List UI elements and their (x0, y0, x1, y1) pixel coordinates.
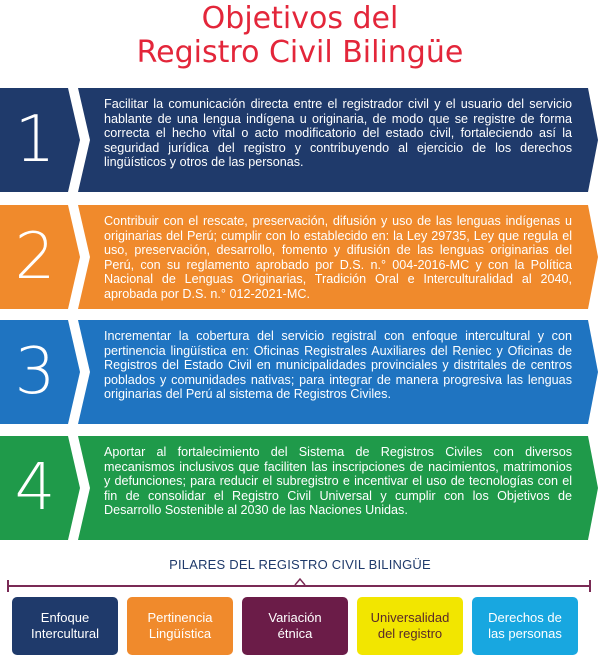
page-title (0, 0, 600, 70)
pillars-bracket (0, 572, 600, 594)
pillar-2-line-2: Lingüística (148, 626, 212, 641)
pillar-derechos-personas (472, 597, 578, 655)
pillar-enfoque-intercultural (12, 597, 118, 655)
pillar-1-line-2: Intercultural (31, 626, 99, 641)
objective-3-number: 3 (14, 335, 56, 409)
title-line-1: Objetivos del (201, 1, 399, 36)
pillar-3-line-1: Variación (268, 610, 322, 625)
objective-4-text: Aportar al fortalecimiento del Sistema de Registros Civiles con diversos mecanismos inclusivos que faciliten las inscripciones de nacimientos, matrimonios y defunciones; para reducir el subregistro e incentivar el uso de tecnologías con el fin de consolidar el Registro Civil Universal y cumplir con los Objetivos de Desarrollo Sostenible al 2030 de las Naciones Unidas. (104, 445, 572, 518)
pillar-3-line-2: étnica (277, 626, 313, 641)
objective-2-number: 2 (14, 220, 56, 294)
title-line-2: Registro Civil Bilingüe (136, 35, 464, 70)
pillar-2-line-1: Pertinencia (147, 610, 213, 625)
objective-1-number: 1 (14, 103, 56, 177)
objective-3-text: Incrementar la cobertura del servicio registral con enfoque intercultural y con pertinencia lingüística en: Oficinas Registrales Auxiliares del Reniec y Oficinas de Registros del Estado Civil en municipalidades provinciales y distritales de centros poblados y comunidades nativas; para integrar de manera progresiva las lenguas originarias del Perú al sistema de Registros Civiles. (104, 329, 572, 402)
objective-1 (0, 88, 600, 192)
pillar-4-line-2: del registro (377, 626, 443, 641)
pillar-universalidad-registro (357, 597, 463, 655)
objective-4-number: 4 (14, 451, 56, 525)
objective-2-text: Contribuir con el rescate, preservación, difusión y uso de las lenguas indígenas u originarias del Perú; cumplir con lo establecido en: la Ley 29735, Ley que regula el uso, preservación, desarrollo, fomento y difusión de las lenguas originarias del Perú, con su reglamento aprobado por D.S. n.° 004-2016-MC y con la Política Nacional de Lenguas Originarias, Tradición Oral e Interculturalidad al 2040, aprobada por D.S. n.° 012-2021-MC. (104, 214, 572, 301)
pillar-5-line-1: Derechos de (488, 610, 562, 625)
pillar-5-line-2: las personas (488, 626, 562, 641)
pillar-variacion-etnica (242, 597, 348, 655)
objective-4 (0, 436, 600, 540)
objective-3 (0, 320, 600, 424)
objective-1-text: Facilitar la comunicación directa entre el registrador civil y el usuario del servicio hablante de una lengua indígena u originaria, de modo que se registre de forma correcta el hecho vital o acto modificatorio del estado civil, fortaleciendo así la seguridad jurídica del registro y contribuyendo al ejercicio de los derechos lingüísticos y otros de las personas. (104, 97, 572, 170)
pillar-pertinencia-linguistica (127, 597, 233, 655)
pillars-title: PILARES DEL REGISTRO CIVIL BILINGÜE (169, 557, 431, 572)
pillar-4-line-1: Universalidad (370, 610, 450, 625)
pillar-1-line-1: Enfoque (40, 610, 90, 625)
objective-2 (0, 205, 600, 309)
